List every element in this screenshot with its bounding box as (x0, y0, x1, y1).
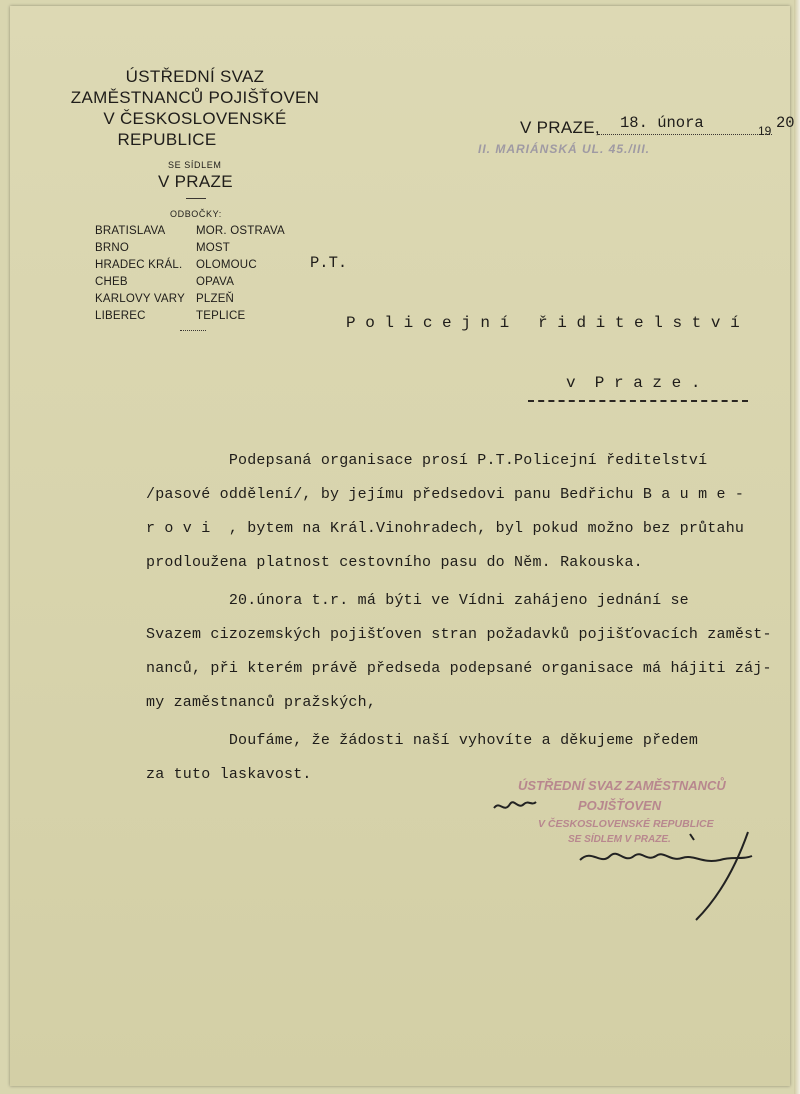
seat-label: SE SÍDLEM (168, 160, 222, 170)
recipient-name: P o l i c e j n í ř i d i t e l s t v í (346, 314, 740, 332)
branch-item: OLOMOUC (196, 259, 257, 271)
stamp-line-1: ÚSTŘEDNÍ SVAZ ZAMĚSTNANCŮ (518, 778, 726, 793)
letterhead (40, 66, 350, 150)
branches-label: ODBOČKY: (170, 209, 222, 219)
org-name-line-4: REPUBLICE (117, 130, 217, 149)
recipient-underline (528, 400, 748, 402)
body-line: za tuto laskavost. (146, 766, 312, 783)
handwritten-initials (490, 790, 540, 820)
recipient-city: v P r a z e . (566, 374, 701, 392)
branches-right-list (196, 223, 285, 325)
body-line: Doufáme, že žádosti naší vyhovíte a děkujeme předem (146, 732, 699, 749)
page-edge (794, 0, 800, 1094)
org-name-line-2: ZAMĚSTNANCŮ POJIŠŤOVEN (70, 88, 320, 107)
branch-item: MOST (196, 242, 231, 254)
branch-item: BRATISLAVA (95, 225, 166, 237)
branch-item: LIBEREC (95, 310, 146, 322)
branch-item: BRNO (95, 242, 130, 254)
dateline-dotted-rule (598, 134, 772, 135)
handwritten-signature (570, 826, 760, 926)
branch-item: CHEB (95, 276, 128, 288)
branches-left-list (95, 223, 185, 325)
branch-item: MOR. OSTRAVA (196, 225, 285, 237)
branch-item: PLZEŇ (196, 293, 235, 305)
branch-item: TEPLICE (196, 310, 246, 322)
body-line: r o v i , bytem na Král.Vinohradech, byl pokud možno bez průtahu (146, 520, 745, 537)
address-stamp-faint: II. MARIÁNSKÁ UL. 45./III. (478, 142, 651, 156)
dateline-date: 18. února (620, 114, 704, 132)
stamp-line-2: POJIŠŤOVEN (578, 798, 662, 813)
body-line: prodloužena platnost cestovního pasu do Něm. Rakouska. (146, 554, 643, 571)
dateline-place: V PRAZE, (520, 118, 600, 137)
body-line: nanců, při kterém právě předseda podepsané organisace má hájiti záj- (146, 660, 772, 677)
body-line: my zaměstnanců pražských, (146, 694, 377, 711)
org-name-line-1: ÚSTŘEDNÍ SVAZ (125, 67, 265, 86)
body-line: 20.února t.r. má býti ve Vídni zahájeno jednání se (146, 592, 689, 609)
body-line: /pasové oddělení/, by jejímu předsedovi panu Bedřichu B a u m e - (146, 486, 745, 503)
divider (180, 330, 206, 331)
divider (186, 198, 206, 199)
dateline-year-suffix: 20 (776, 114, 795, 132)
body-line: Svazem cizozemských pojišťoven stran požadavků pojišťovacích zaměst- (146, 626, 772, 643)
seat-city: V PRAZE (158, 172, 233, 191)
letter-body (146, 452, 772, 800)
stamp-line-4: SE SÍDLEM V PRAZE. (568, 834, 671, 845)
body-line: Podepsaná organisace prosí P.T.Policejní ředitelství (146, 452, 708, 469)
branch-item: KARLOVY VARY (95, 293, 185, 305)
stamp-line-3: V ČESKOSLOVENSKÉ REPUBLICE (538, 818, 714, 830)
salutation: P.T. (310, 254, 348, 272)
org-name-line-3: V ČESKOSLOVENSKÉ (103, 109, 287, 128)
branch-item: OPAVA (196, 276, 235, 288)
branch-item: HRADEC KRÁL. (95, 259, 183, 271)
dateline-year-prefix: 19 (758, 124, 772, 138)
